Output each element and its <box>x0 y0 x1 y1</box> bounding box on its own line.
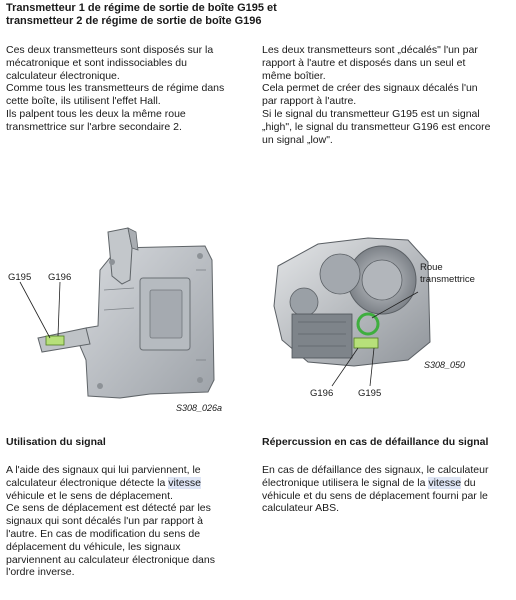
section-left-line: déplacement du véhicule, les signaux <box>6 540 181 553</box>
section-heading-utilisation: Utilisation du signal <box>6 436 106 448</box>
intro-right-line: Si le signal du transmetteur G195 est un signal <box>262 107 480 120</box>
intro-right-paragraph <box>262 44 512 146</box>
mechatronic-unit-figure <box>0 210 258 420</box>
section-right-line: calculateur ABS. <box>262 502 340 515</box>
sensor-highlight <box>46 336 64 345</box>
text-run: du <box>461 476 476 489</box>
intro-left-line: Comme tous les transmetteurs de régime dans <box>6 82 225 95</box>
section-left-line <box>6 477 256 490</box>
label-g195-left: G195 <box>8 272 32 283</box>
intro-right-line: un signal „low". <box>262 133 333 146</box>
sensor-highlight <box>354 338 378 348</box>
intro-left-line: transmettrice sur l'arbre secondaire 2. <box>6 120 182 133</box>
section-left-line: Ce sens de déplacement est détecté par les <box>6 502 211 515</box>
section-right-line <box>262 477 512 490</box>
intro-right-line: Les deux transmetteurs sont „décalés" l'un par <box>262 44 478 56</box>
section-left-line: signaux qui sont décalés l'un par rapport à <box>6 515 203 528</box>
section-left-line: l'autre. En cas de modification du sens de <box>6 527 201 540</box>
intro-left-paragraph <box>6 44 256 134</box>
intro-right-line: par rapport à l'autre. <box>262 95 357 108</box>
intro-right-line: Cela permet de créer des signaux décalés l'un <box>262 82 478 95</box>
intro-left-line: Ces deux transmetteurs sont disposés sur la <box>6 44 214 56</box>
intro-left-line: calculateur électronique. <box>6 69 120 82</box>
intro-right-line: rapport à l'autre et disposés dans un seul et <box>262 56 466 69</box>
section-right-paragraph <box>262 464 512 515</box>
label-roue-line-1: Roue <box>420 262 443 273</box>
intro-left-line: Ils palpent tous les deux la même roue <box>6 107 186 120</box>
section-left-line: véhicule et le sens de déplacement. <box>6 489 173 502</box>
title-line-2: transmetteur 2 de régime de sortie de boîte G196 <box>6 15 262 27</box>
figure-ref-left: S308_026a <box>176 403 223 413</box>
section-heading-repercussion: Répercussion en cas de défaillance du signal <box>262 436 489 448</box>
title-line-1: Transmetteur 1 de régime de sortie de boîte G195 et <box>6 2 277 14</box>
figure-ref-right: S308_050 <box>424 360 466 370</box>
intro-left-line: mécatronique et sont indissociables du <box>6 56 187 69</box>
intro-left-line: cette boîte, ils utilisent l'effet Hall. <box>6 95 161 108</box>
highlighted-word: vitesse <box>168 476 201 489</box>
text-run: calculateur électronique détecte la <box>6 476 169 489</box>
label-g195-right: G195 <box>358 388 382 399</box>
highlighted-word: vitesse <box>428 476 462 489</box>
label-g196-right: G196 <box>310 388 334 399</box>
section-right-line: véhicule et du sens de déplacement fourni par le <box>262 489 488 502</box>
section-left-line: A l'aide des signaux qui lui parviennent, le <box>6 464 201 476</box>
section-left-line: l'ordre inverse. <box>6 566 75 579</box>
gearbox-figure <box>258 210 516 420</box>
text-run: électronique utilisera le signal de la <box>262 476 429 489</box>
page-title <box>6 2 506 28</box>
mechatronic-unit-drawing <box>0 210 258 420</box>
label-roue-line-2: transmettrice <box>420 274 475 285</box>
intro-right-line: „high", le signal du transmetteur G196 est encore <box>262 120 491 133</box>
section-left-line: parviennent au calculateur électronique dans <box>6 553 215 566</box>
gearbox-drawing <box>258 210 516 420</box>
intro-right-line: même boîtier. <box>262 69 326 82</box>
label-g196-left: G196 <box>48 272 72 283</box>
section-right-line: En cas de défaillance des signaux, le calculateur <box>262 464 489 476</box>
section-left-paragraph <box>6 464 256 579</box>
